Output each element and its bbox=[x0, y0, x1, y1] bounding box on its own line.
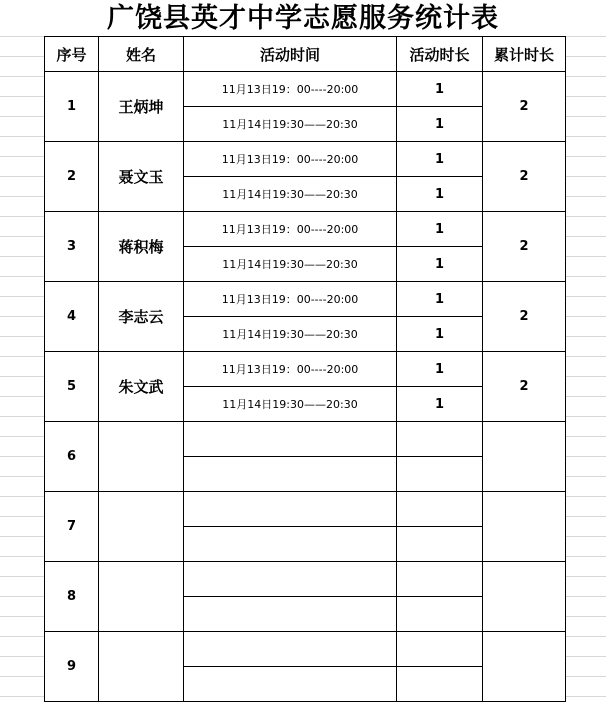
table-row bbox=[45, 352, 566, 387]
cell-no[interactable]: 2 bbox=[45, 142, 99, 212]
cell-name[interactable] bbox=[99, 562, 184, 632]
cell-name[interactable]: 李志云 bbox=[99, 282, 184, 352]
cell-time[interactable] bbox=[184, 492, 397, 527]
cell-duration[interactable] bbox=[397, 457, 483, 492]
cell-name[interactable] bbox=[99, 492, 184, 562]
table-row bbox=[45, 282, 566, 317]
table-row bbox=[45, 562, 566, 597]
cell-duration[interactable]: 1 bbox=[397, 177, 483, 212]
cell-duration[interactable] bbox=[397, 597, 483, 632]
cell-duration[interactable] bbox=[397, 562, 483, 597]
header-total[interactable]: 累计时长 bbox=[483, 37, 566, 72]
header-row bbox=[45, 37, 566, 72]
cell-total[interactable]: 2 bbox=[483, 212, 566, 282]
cell-time[interactable]: 11月14日19:30——20:30 bbox=[184, 107, 397, 142]
cell-no[interactable]: 8 bbox=[45, 562, 99, 632]
header-time[interactable]: 活动时间 bbox=[184, 37, 397, 72]
cell-time[interactable]: 11月13日19：00----20:00 bbox=[184, 282, 397, 317]
cell-duration[interactable] bbox=[397, 527, 483, 562]
table-row bbox=[45, 142, 566, 177]
cell-duration[interactable]: 1 bbox=[397, 317, 483, 352]
cell-time[interactable]: 11月14日19:30——20:30 bbox=[184, 177, 397, 212]
cell-time[interactable] bbox=[184, 667, 397, 702]
table-row bbox=[45, 492, 566, 527]
cell-time[interactable] bbox=[184, 597, 397, 632]
cell-duration[interactable] bbox=[397, 632, 483, 667]
cell-no[interactable]: 9 bbox=[45, 632, 99, 702]
cell-name[interactable]: 朱文武 bbox=[99, 352, 184, 422]
table-row bbox=[45, 72, 566, 107]
header-name[interactable]: 姓名 bbox=[99, 37, 184, 72]
cell-time[interactable]: 11月13日19：00----20:00 bbox=[184, 352, 397, 387]
cell-total[interactable]: 2 bbox=[483, 72, 566, 142]
cell-duration[interactable] bbox=[397, 422, 483, 457]
table-row bbox=[45, 422, 566, 457]
header-duration[interactable]: 活动时长 bbox=[397, 37, 483, 72]
cell-name[interactable]: 王炳坤 bbox=[99, 72, 184, 142]
cell-duration[interactable]: 1 bbox=[397, 212, 483, 247]
cell-time[interactable]: 11月14日19:30——20:30 bbox=[184, 387, 397, 422]
cell-no[interactable]: 3 bbox=[45, 212, 99, 282]
cell-time[interactable]: 11月13日19：00----20:00 bbox=[184, 142, 397, 177]
cell-time[interactable] bbox=[184, 562, 397, 597]
cell-duration[interactable] bbox=[397, 667, 483, 702]
cell-no[interactable]: 1 bbox=[45, 72, 99, 142]
cell-total[interactable] bbox=[483, 492, 566, 562]
cell-total[interactable]: 2 bbox=[483, 142, 566, 212]
cell-total[interactable]: 2 bbox=[483, 352, 566, 422]
cell-time[interactable]: 11月13日19：00----20:00 bbox=[184, 212, 397, 247]
cell-name[interactable] bbox=[99, 632, 184, 702]
cell-total[interactable]: 2 bbox=[483, 282, 566, 352]
cell-time[interactable] bbox=[184, 422, 397, 457]
cell-total[interactable] bbox=[483, 562, 566, 632]
cell-duration[interactable]: 1 bbox=[397, 142, 483, 177]
cell-no[interactable]: 7 bbox=[45, 492, 99, 562]
cell-name[interactable]: 蒋积梅 bbox=[99, 212, 184, 282]
cell-duration[interactable]: 1 bbox=[397, 247, 483, 282]
cell-time[interactable] bbox=[184, 527, 397, 562]
cell-no[interactable]: 5 bbox=[45, 352, 99, 422]
cell-total[interactable] bbox=[483, 632, 566, 702]
cell-duration[interactable]: 1 bbox=[397, 352, 483, 387]
cell-time[interactable] bbox=[184, 457, 397, 492]
sheet-title: 广饶县英才中学志愿服务统计表 bbox=[0, 0, 606, 36]
cell-duration[interactable] bbox=[397, 492, 483, 527]
cell-no[interactable]: 6 bbox=[45, 422, 99, 492]
volunteer-table bbox=[44, 36, 566, 702]
cell-name[interactable]: 聂文玉 bbox=[99, 142, 184, 212]
table-row bbox=[45, 212, 566, 247]
cell-duration[interactable]: 1 bbox=[397, 282, 483, 317]
cell-duration[interactable]: 1 bbox=[397, 107, 483, 142]
cell-duration[interactable]: 1 bbox=[397, 387, 483, 422]
cell-duration[interactable]: 1 bbox=[397, 72, 483, 107]
header-no[interactable]: 序号 bbox=[45, 37, 99, 72]
cell-time[interactable]: 11月13日19：00----20:00 bbox=[184, 72, 397, 107]
cell-time[interactable]: 11月14日19:30——20:30 bbox=[184, 247, 397, 282]
cell-time[interactable]: 11月14日19:30——20:30 bbox=[184, 317, 397, 352]
cell-total[interactable] bbox=[483, 422, 566, 492]
cell-time[interactable] bbox=[184, 632, 397, 667]
table-row bbox=[45, 632, 566, 667]
cell-no[interactable]: 4 bbox=[45, 282, 99, 352]
cell-name[interactable] bbox=[99, 422, 184, 492]
